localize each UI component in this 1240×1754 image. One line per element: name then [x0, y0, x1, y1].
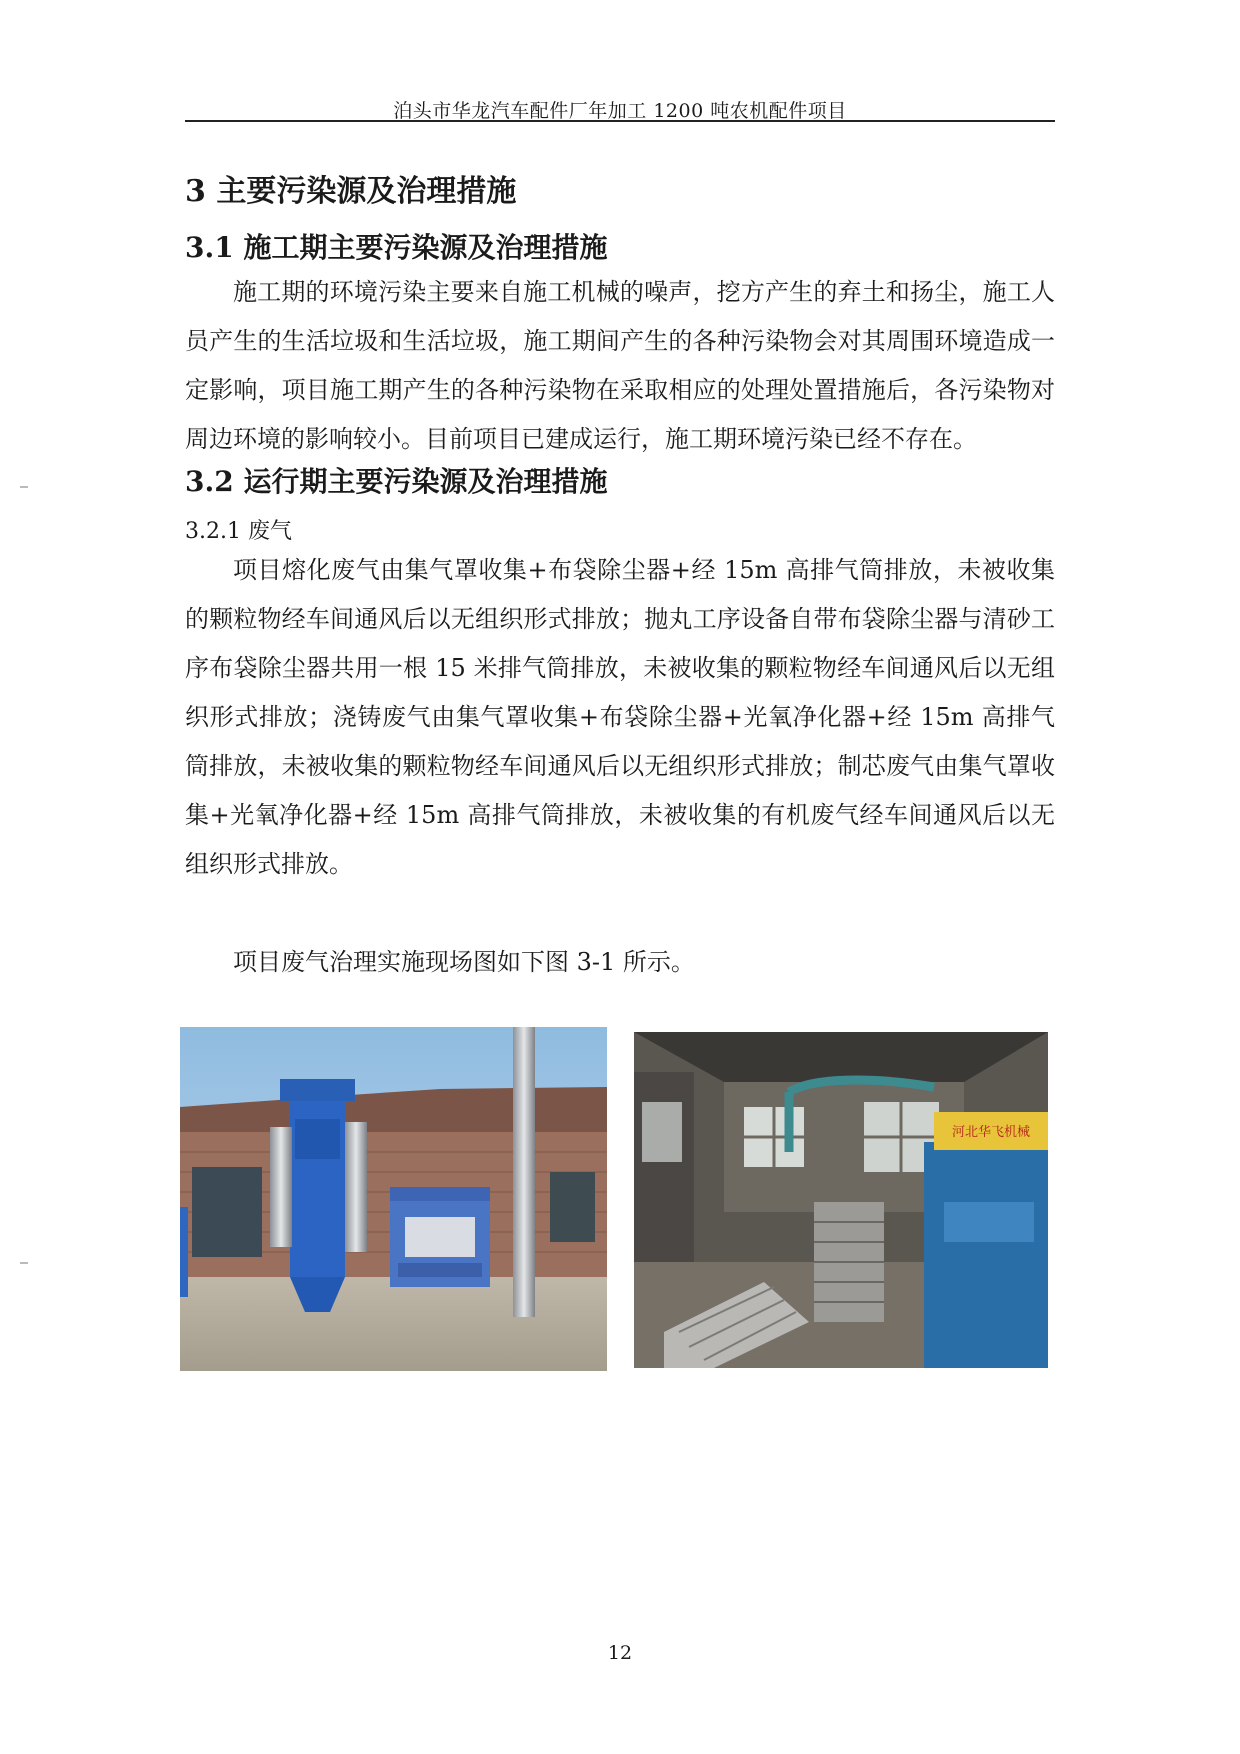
figure-intro-text: 项目废气治理实施现场图如下图 3-1 所示。 [233, 948, 695, 976]
section-3-1-paragraph: 施工期的环境污染主要来自施工机械的噪声，挖方产生的弃土和扬尘，施工人员产生的生活垃圾和生活垃圾，施工期间产生的各种污染物会对其周围环境造成一定影响，项目施工期产生的各种污染物在采取相应的处理处置措施后，各污染物对周边环境的影响较小。目前项目已建成运行，施工期环境污染已经不存在。 [185, 278, 1055, 453]
section-3-2-heading: 3.2 运行期主要污染源及治理措施 [185, 465, 608, 498]
photo-workshop-interior-illustration [634, 1032, 1048, 1368]
page-number: 12 [607, 1642, 633, 1664]
photo-workshop-interior [634, 1032, 1048, 1368]
scan-artifact [20, 486, 28, 488]
photo-dust-collector [180, 1027, 607, 1371]
photo-dust-collector-illustration [180, 1027, 607, 1371]
section-3-2-1-heading: 3.2.1 废气 [185, 519, 292, 544]
running-header: 泊头市华龙汽车配件厂年加工 1200 吨农机配件项目 [393, 100, 847, 122]
scan-artifact [20, 1262, 28, 1264]
section-3-2-1-paragraph: 项目熔化废气由集气罩收集+布袋除尘器+经 15m 高排气筒排放，未被收集的颗粒物经车间通风后以无组织形式排放；抛丸工序设备自带布袋除尘器与清砂工序布袋除尘器共用一根 15 米排气筒排放，未被收集的颗粒物经车间通风后以无组织形式排放；浇铸废气由集气罩收集+布袋除尘器+光氧净化器+经 15m 高排气筒排放，未被收集的颗粒物经车间通风后以无组织形式排放；制芯废气由集气罩收集+光氧净化器+经 15m 高排气筒排放，未被收集的有机废气经车间通风后以无组织形式排放。 [185, 556, 1055, 878]
section-3-heading: 3 主要污染源及治理措施 [185, 174, 517, 209]
header-rule [185, 120, 1055, 122]
photo-sign-text: 河北华飞机械 [951, 1124, 1031, 1139]
section-3-1-heading: 3.1 施工期主要污染源及治理措施 [185, 231, 608, 264]
